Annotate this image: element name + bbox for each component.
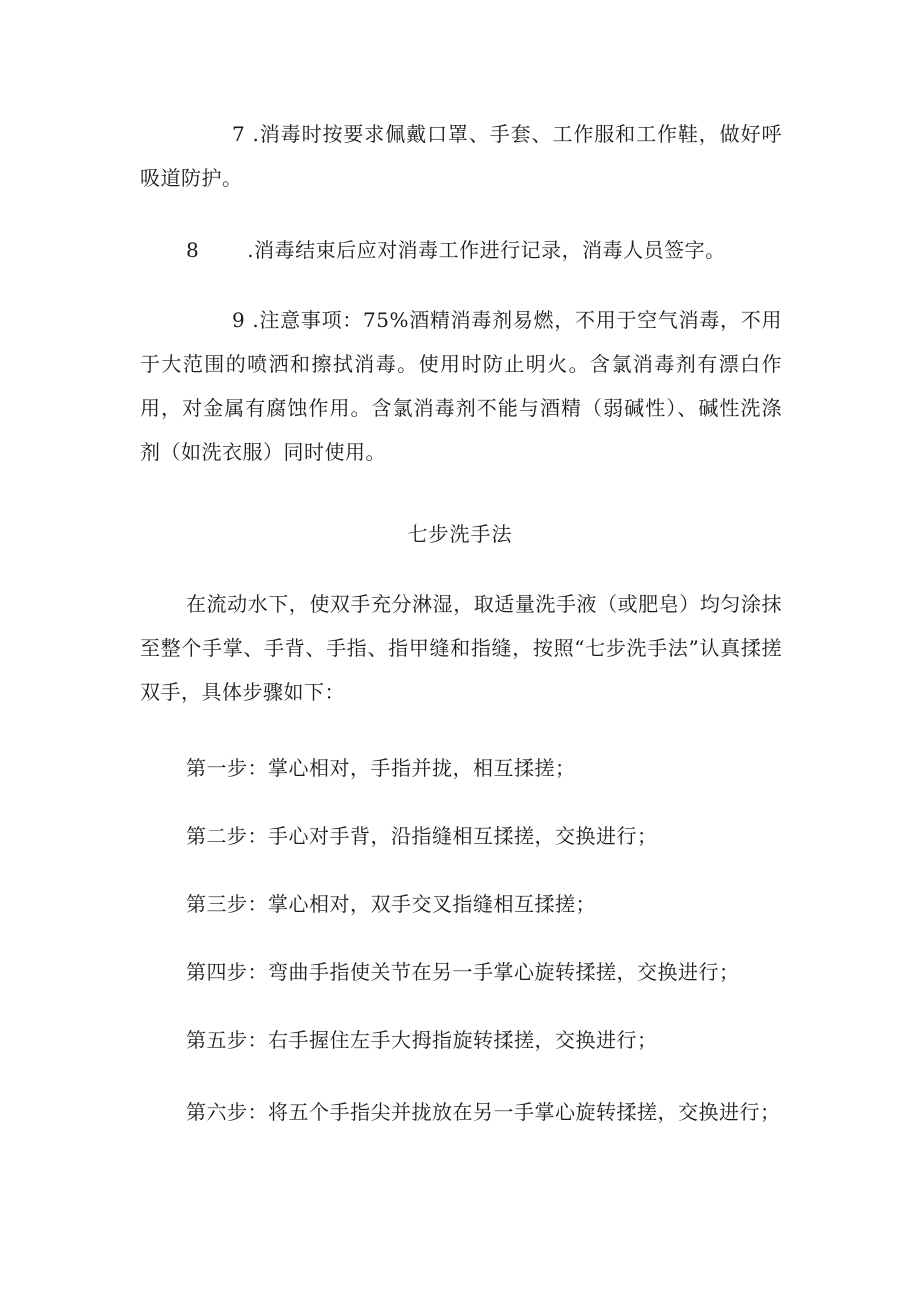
section-title: 七步洗手法: [407, 522, 513, 546]
step-2: 第二步：手心对手背，沿指缝相互揉搓，交换进行；: [186, 824, 658, 848]
item-9: [140, 298, 782, 474]
item-7: [140, 112, 782, 200]
item-number: 7: [232, 122, 246, 146]
step-1: 第一步：掌心相对，手指并拢，相互揉搓；: [186, 756, 576, 780]
step-6: 第六步：将五个手指尖并拢放在另一手掌心旋转揉搓，交换进行；: [186, 1100, 781, 1124]
item-text: .消毒时按要求佩戴口罩、手套、工作服和工作鞋，做好呼吸道防护。: [140, 122, 782, 190]
step-4: 第四步：弯曲手指使关节在另一手掌心旋转揉搓，交换进行；: [186, 960, 740, 984]
item-number: 8: [186, 238, 200, 262]
item-8: [186, 228, 726, 272]
step-5: 第五步：右手握住左手大拇指旋转揉搓，交换进行；: [186, 1028, 658, 1052]
item-text: .消毒结束后应对消毒工作进行记录，消毒人员签字。: [247, 238, 726, 262]
step-3: 第三步：掌心相对，双手交叉指缝相互揉搓；: [186, 892, 596, 916]
item-text: .注意事项：75%酒精消毒剂易燃，不用于空气消毒，不用于大范围的喷洒和擦拭消毒。使用时防止明火。含氯消毒剂有漂白作用，对金属有腐蚀作用。含氯消毒剂不能与酒精（弱碱性）、碱性洗涤剂（如洗衣服）同时使用。: [140, 308, 783, 464]
intro-paragraph: 在流动水下，使双手充分淋湿，取适量洗手液（或肥皂）均匀涂抹至整个手掌、手背、手指、指甲缝和指缝，按照“七步洗手法”认真揉搓双手，具体步骤如下：: [140, 592, 782, 704]
item-number: 9: [232, 308, 246, 332]
